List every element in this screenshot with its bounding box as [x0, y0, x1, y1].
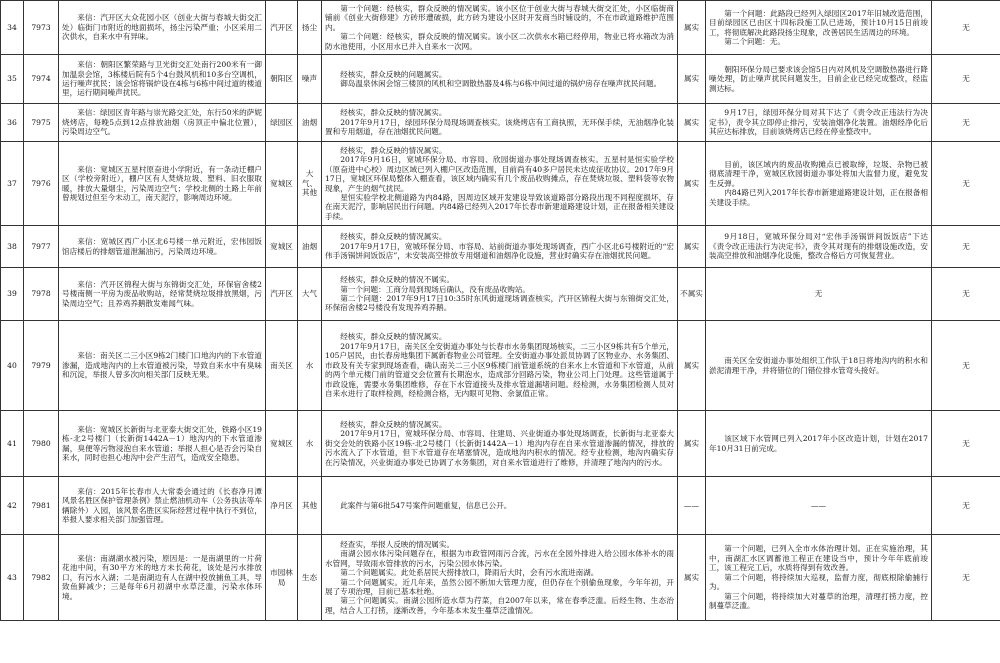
- investigation-findings-paragraph: 第三个问题属实。南湖公园所造水草为荇菜，自2007年以来，常在春季泛滥。后经生物、生态治理，结合人工打捞，遂渐改善，今年基本未发生蔓草泛滥情况。: [325, 596, 674, 615]
- district: 市园林局: [266, 535, 298, 621]
- case-id: 7974: [24, 55, 59, 104]
- handling-result-paragraph: 南关区全安街道办事处组织工作队于18日将地沟内的积水和淤泥清理干净，并将错位的门错位排水管弯头接好。: [709, 356, 928, 375]
- investigation-findings-paragraph: 第二个问题属实。此处系居民大捞排放口，降雨后大时，会有污水流进南湖。: [340, 568, 599, 578]
- investigation-findings-paragraph: 经核实，群众反映的问题属实。: [340, 69, 447, 79]
- investigation-findings-paragraph: 第二个问题属实。近几年来，虽然公园不断加大管理力度，但仍存在个别偷鱼现象，今年年初，开展了专项治理，目前已基本杜绝。: [325, 577, 674, 596]
- investigation-findings-paragraph: 经核实，群众反映的情况属实。: [340, 145, 447, 155]
- investigation-findings-paragraph: 南湖公园水体污染问题存在，根据为市政管网雨污合流，污水在全园外排进入给公园水体补水的雨水管网，导致雨水管排放的污水，污染公园水体污染。: [325, 549, 674, 568]
- penalty: 无: [932, 55, 1000, 104]
- investigation-findings-paragraph: 星恒实验学校北侧道路为内84路，因周边区域开发建设导致该道路部分路段出现不同程度损坏，存在南天泥泞，影响居民出行问题。内84路已经列入2017年长春市新建道路建设计划，正在报备相关建设手续。: [325, 192, 674, 221]
- handling-result-paragraph: 内84路已列入2017年长春市新建道路建设计划，正在报备相关建设手续。: [709, 188, 928, 207]
- table-row: [1, 477, 1000, 535]
- investigation-findings: [322, 1, 678, 55]
- handling-result-paragraph: 目前，该区域内的废品收购摊点已被取缔，垃圾、杂物已被彻底清理干净，宽城区欣园街道办事处将加大监督力度，避免发生反弹。: [709, 159, 928, 188]
- handling-result-paragraph: 第三个问题，将持续加大对蔓草的治理，清理打捞力度，控制蔓草泛滥。: [709, 591, 928, 611]
- pollution-category: 油烟: [298, 226, 322, 268]
- penalty: 无: [932, 321, 1000, 411]
- penalty: 无: [932, 1, 1000, 55]
- district: 汽开区: [266, 268, 298, 321]
- verdict: 不属实: [678, 268, 706, 321]
- district: 绿园区: [266, 104, 298, 142]
- handling-result: [706, 226, 932, 268]
- handling-result-paragraph: 9月18日，宽城环保分局对“宏伟手汤锅饼间饭饭店”下达《责令改正违法行为决定书》，责令其对现有的排烟设施改造，安装高空排放和油烟净化设施，整改合格后方可恢复营业。: [709, 232, 928, 261]
- investigation-findings: [322, 321, 678, 411]
- investigation-findings: [322, 142, 678, 226]
- investigation-findings-paragraph: 御岛温泉休闲会馆三楼顶的风机和空调散热器及4栋与6栋中间过道的锅炉房存在噪声扰民问题。: [340, 79, 662, 88]
- verdict: ——: [678, 477, 706, 535]
- case-id: 7978: [24, 268, 59, 321]
- case-id: 7979: [24, 321, 59, 411]
- pollution-category: 噪声: [298, 55, 322, 104]
- handling-result-paragraph: 朝阳环保分局已要求该会馆5日内对风机及空调散热器进行降噪处理，防止噪声扰民问题发生，目前企业已经完成整改，经监测达标。: [709, 64, 928, 93]
- handling-result-paragraph: 第一个问题，已列入全市水体治理计划。正在实施治理，其中，南湖汇水区调蓄池工程正在建设当中，预计今年年底前竣工，该工程完工后，水质将得到有效改善。: [709, 544, 928, 573]
- table-row: [1, 268, 1000, 321]
- verdict: 属实: [678, 142, 706, 226]
- verdict: 属实: [678, 535, 706, 621]
- investigation-findings-paragraph: 2017年9月17日，绿园环保分局现场调查核实。该烧烤店有工商执照，无环保手续，无油烟净化装置和专用烟道，存在油烟扰民问题。: [325, 117, 674, 137]
- pollution-category: 生态: [298, 535, 322, 621]
- row-number: 41: [1, 411, 24, 477]
- handling-result: [706, 321, 932, 411]
- handling-result-paragraph: 第二个问题，将持续加大巡视，监督力度，彻底根除偷捕行为。: [709, 572, 928, 592]
- investigation-findings-paragraph: 此案件与第6批547号案件问题重复，信息已公开。: [340, 500, 512, 510]
- case-id: 7977: [24, 226, 59, 268]
- district: 宽城区: [266, 411, 298, 477]
- investigation-findings: [322, 411, 678, 477]
- investigation-findings-paragraph: 第二个问题：经核实，群众反映的情况属实。该小区二次供水水箱已经停用，物业已将水箱改为消防水池使用，小区用水已并入自来水一次网。: [325, 32, 674, 51]
- pollution-category: 水: [298, 321, 322, 411]
- investigation-findings-paragraph: 经核实，群众反映的情况属实。: [340, 419, 447, 429]
- investigation-findings: [322, 226, 678, 268]
- row-number: 42: [1, 477, 24, 535]
- investigation-findings-paragraph: 经查实，举报人反映的情况属实。: [340, 539, 455, 549]
- investigation-findings-paragraph: 2017年9月17日，南关区全安街道办事处与长春市水务集团现场核实，二三小区9栋共有5个单元，105户居民，由长春房地集团下属新春物业公司管理。全安街道办事处派员协调了区物业办、水务集团、市政及有关专家到现场查看，确认南关二三小区9栋楼门前管道系统的自来水上水管道和下水管道，从前的两个单元楼门前的管道交会位置有长期泡水，造成部分回路污染，物业公司上门处理。这些管道属于市政设施，需要水务集团维修，存在下水管道接头及排水管道漏堵问题。经检测，水务集团检测人员对自来水进行了取样检测，经检测合格，无内眼可见物、余氯值正常。: [325, 341, 674, 399]
- handling-result-paragraph: 第一个问题：此路段已经列入绿园区2017年旧城改造范围，目前绿园区已由区十四标段施工队已进场，预计10月15日前竣工，将彻底解决此路段扬尘现象，改善居民生活周边的环境。: [709, 8, 928, 37]
- complaint-description: 来信：宽城区五星村原奋进小学附近，有一条动迁棚户区（学校旁附近），棚户区有人焚烧垃圾、塑料、旧衣服取暖，排放大量烟尘，污染周边空气；学校北侧的土路上年前曾规划过但至今未动工，南天泥泞，影响周边环境。: [59, 142, 266, 226]
- verdict: 属实: [678, 321, 706, 411]
- row-number: 36: [1, 104, 24, 142]
- investigation-findings-paragraph: 2017年9月17日，宽城环保分局、市容局、住建局、兴业街道办事处现场调查，长新街与北亚泰大街交会处的铁路小区19栋-北2号楼门（长新街1442A－1）地沟内存在自来水管道渗漏的情况，排放的污水流入了下水管道，但下水管道存在堵塞情况，造成地沟内积水的情况。经专业检测，地沟内确实存在污染情况，兴业街道办事处已协调了水务集团，对自来水管道进行了维修，并清理了地沟内的污水。: [325, 429, 674, 467]
- district: 宽城区: [266, 142, 298, 226]
- complaint-description: 来信：汽开区锦程大街与东锦街交汇处，环保宿舍楼2号楼南侧一平房为废品收购站，经常焚烧垃圾排放黑烟，污染周边空气；且养鸡养鹅散发难闻气味。: [59, 268, 266, 321]
- case-id: 7981: [24, 477, 59, 535]
- row-number: 34: [1, 1, 24, 55]
- case-id: 7980: [24, 411, 59, 477]
- handling-result-paragraph: 该区域下水管网已列入2017年小区改造计划，计划在2017年10月31日前完成。: [709, 434, 928, 453]
- handling-result-paragraph: ——: [810, 500, 827, 510]
- complaint-description: 来信：2015年长春市人大常委会通过的《长春净月潭风景名胜区保护管理条例》禁止燃油机动车（公务执法等车辆除外）入园，该风景名胜区实际经营过程中执行不到位，举报人要求相关部门加强管理。: [59, 477, 266, 535]
- handling-result: [706, 104, 932, 142]
- table-row: [1, 104, 1000, 142]
- handling-result-paragraph: 9月17日，绿园环保分局对其下达了《责令改正违法行为决定书》，责令其立即停止排污，安装油烟净化装置。油烟经净化后其应达标排放，目前该烧烤店已经在停业整改中。: [709, 108, 928, 137]
- case-id: 7976: [24, 142, 59, 226]
- pollution-category: 大气: [298, 268, 322, 321]
- investigation-findings-paragraph: 第二个问题：2017年9月17日10:35时东风街道现场调查核实，汽开区锦程大街与东锦街交汇处，环保宿舍楼2号楼没有发现养鸡养鹅。: [325, 294, 674, 313]
- handling-result-paragraph: 第二个问题：无。: [724, 36, 785, 46]
- table-body: [1, 1, 1000, 621]
- handling-result: [706, 477, 932, 535]
- row-number: 37: [1, 142, 24, 226]
- penalty: 无: [932, 411, 1000, 477]
- investigation-findings: [322, 268, 678, 321]
- investigation-findings-paragraph: 经核实，群众反映的情况不属实。: [340, 275, 455, 285]
- complaint-description: 来信：宽城区西广小区北6号楼一单元附近，宏伟园饭馆店楼后的排烟管道泄漏油污，污染周边环境。: [59, 226, 266, 268]
- district: 朝阳区: [266, 55, 298, 104]
- complaint-description: 来信：朝阳区繁荣路与卫光街交汇处南行200米有一御加温泉会馆，3栋楼后院有5个4台鼓风机和10多台空调机，运行噪声扰民；该会馆将锅炉设在4栋与6栋中间过道的楼道里，运行期间噪声扰民。: [59, 55, 266, 104]
- handling-result: [706, 411, 932, 477]
- table-row: [1, 321, 1000, 411]
- row-number: 39: [1, 268, 24, 321]
- investigation-findings-paragraph: 2017年9月17日，宽城环保分局、市容局、站前街道办事处现场调查，西广小区北6号楼附近的“宏伟手汤锅饼间饭饭店”，未安装高空排放专用烟道和油烟净化设施，营业时确实存在油烟扰民问题。: [325, 241, 674, 261]
- district: 净月区: [266, 477, 298, 535]
- complaint-description: 来信：南湖湖水被污染，原因是：一是南湖里的一片荷花池中间，有30平方米的地方未长荷花，该处是污水排放口，有污水入湖；二是南湖边有人在湖中投放捕鱼工具，导致鱼鲜减少；三是每年6月初湖中水草泛滥，污染水体环境。: [59, 535, 266, 621]
- handling-result: [706, 55, 932, 104]
- row-number: 38: [1, 226, 24, 268]
- pollution-category: 油烟: [298, 104, 322, 142]
- investigation-findings-paragraph: 经核实，群众反映的情况属实。: [340, 232, 447, 242]
- table-row: [1, 535, 1000, 621]
- penalty: 无: [932, 104, 1000, 142]
- pollution-category: 水: [298, 411, 322, 477]
- pollution-category: 扬尘: [298, 1, 322, 55]
- penalty: 无: [932, 268, 1000, 321]
- row-number: 43: [1, 535, 24, 621]
- table-row: [1, 1, 1000, 55]
- table-row: [1, 142, 1000, 226]
- district: 汽开区: [266, 1, 298, 55]
- district: 南关区: [266, 321, 298, 411]
- verdict: 属实: [678, 1, 706, 55]
- row-number: 35: [1, 55, 24, 104]
- row-number: 40: [1, 321, 24, 411]
- verdict: 属实: [678, 411, 706, 477]
- case-id: 7973: [24, 1, 59, 55]
- verdict: 属实: [678, 104, 706, 142]
- table-row: [1, 55, 1000, 104]
- complaint-description: 来信：绿园区青年路与崇光路交汇处，东行50米的萨妮烧烤店，每晚5点到12点排放油烟（房顶正中偏北位置），污染周边空气。: [59, 104, 266, 142]
- handling-result: [706, 142, 932, 226]
- pollution-category: 其他: [298, 477, 322, 535]
- penalty: 无: [932, 226, 1000, 268]
- verdict: 属实: [678, 226, 706, 268]
- handling-result: [706, 1, 932, 55]
- district: 宽城区: [266, 226, 298, 268]
- investigation-findings: [322, 104, 678, 142]
- investigation-findings-paragraph: 第一个问题：经核实，群众反映的情况属实。该小区位于创业大街与春城大街交汇处，小区临街商铺前《创业大街修建》方砖形遭破损，此方砖为建设小区时开发商当时铺设的，不在市政道路维护范围内。: [325, 3, 674, 32]
- investigation-findings-paragraph: 2017年9月16日，宽城环保分局、市容局、欣园街道办事处现场调查核实。五星村是恒实验学校（原奋进中心校）周边区域已列入棚户区改造范围，目前尚有40多户居民未达成征收协议。2017年9月17日，宽城区环保局整体入棚查看，该区域内确实有几个废品收购摊点，存在焚烧垃圾、塑料袋等农物现象，产生的烟气扰民。: [325, 155, 674, 193]
- investigation-findings: [322, 55, 678, 104]
- handling-result-paragraph: 无: [814, 289, 823, 299]
- case-id: 7982: [24, 535, 59, 621]
- penalty: 无: [932, 535, 1000, 621]
- penalty: 无: [932, 477, 1000, 535]
- investigation-findings: [322, 477, 678, 535]
- table-row: [1, 411, 1000, 477]
- penalty: 无: [932, 142, 1000, 226]
- investigation-findings-paragraph: 经核实，群众反映的情况属实。: [340, 108, 447, 118]
- investigation-findings: [322, 535, 678, 621]
- complaint-description: 来信：汽开区大众花园小区（创业大街与春城大街交汇处）临街门市附近的地面损坏，扬尘污染严重；小区采用二次供水，自来水中有异味。: [59, 1, 266, 55]
- pollution-category: 大气、其他: [298, 142, 322, 226]
- case-id: 7975: [24, 104, 59, 142]
- handling-result: [706, 535, 932, 621]
- investigation-findings-paragraph: 第一个问题：工商分局到现场后确认，没有废品收购站。: [340, 284, 531, 294]
- investigation-findings-paragraph: 经核实，群众反映的情况属实。: [340, 332, 447, 342]
- complaint-description: 来信：宽城区长新街与北亚泰大街交汇处，铁路小区19栋-北2号楼门（长新街1442A－1）地沟内的下水管道渗漏，臭便等污物浸泡自来水管道；举报人担心是否会污染自来水，同时也担心地沟中会产生沼气，造成安全隐患。: [59, 411, 266, 477]
- handling-result: [706, 268, 932, 321]
- complaint-description: 来信：南关区二三小区9栋2门楼门口地沟内的下水管道渗漏，造成地沟内的上水管道被污染，导致自来水中有臭味和沉淀，举报人曾多次向相关部门反映无果。: [59, 321, 266, 411]
- table-row: [1, 226, 1000, 268]
- verdict: 属实: [678, 55, 706, 104]
